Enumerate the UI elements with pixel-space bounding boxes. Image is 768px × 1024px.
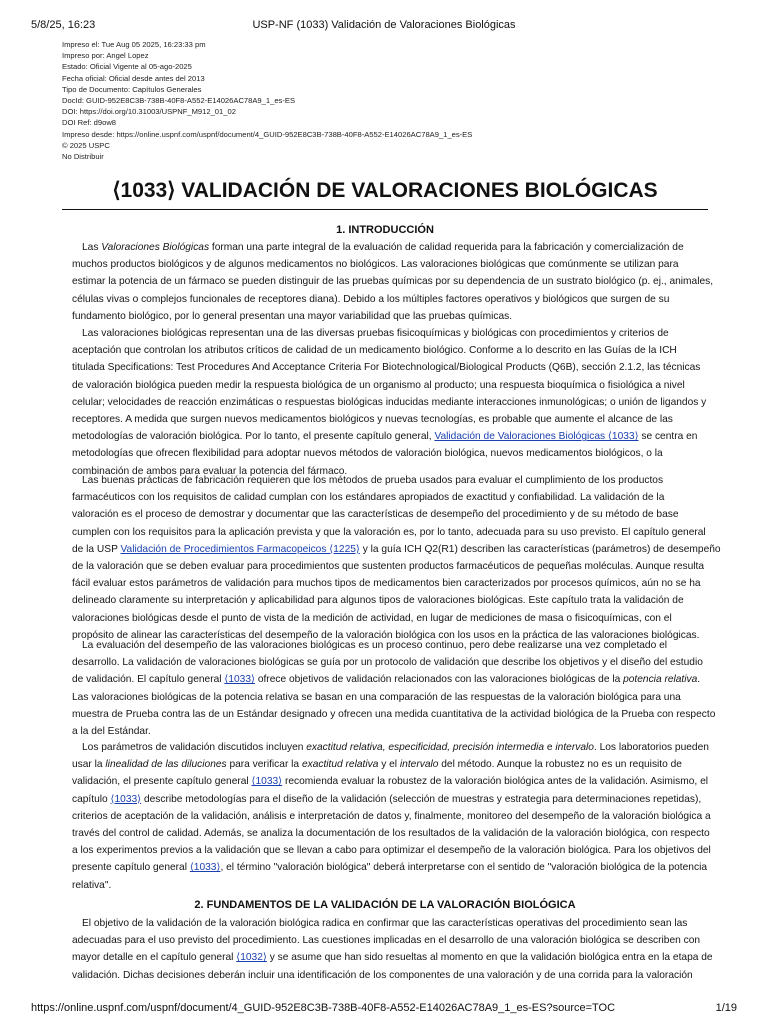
meta-line: DOI: https://doi.org/10.31003/USPNF_M912_01_02 bbox=[62, 107, 236, 117]
meta-line: DOI Ref: d9ow8 bbox=[62, 118, 117, 128]
text-line: a la del Estándar. bbox=[72, 726, 151, 738]
meta-line: DocId: GUID-952E8C3B-738B-40F8-A552-E14026AC78A9_1_es-ES bbox=[62, 96, 296, 106]
meta-line: Impreso por: Angel Lopez bbox=[62, 51, 149, 61]
text-line: fundamento biológico, por lo general presentan una mayor variabilidad que las pruebas químicas. bbox=[72, 310, 513, 322]
text-line: a los experimentos previos a la validación que se llevan a cabo para optimizar el desempeño de la valoración biológica. Para los objetivos del bbox=[72, 845, 711, 857]
text-line: Las valoraciones biológicas de la potencia relativa se basan en una comparación de las respuestas de la valoración biológica para una bbox=[72, 691, 681, 703]
paragraph-6 bbox=[72, 915, 712, 984]
text-line: delineado claramente su interpretación y aplicabilidad para algunos tipos de valoraciones biológicas. Este capítulo trata la validación de bbox=[72, 595, 684, 607]
link-validacion-procedimientos[interactable]: Validación de Procedimientos Farmacopeicos ⟨1225⟩ bbox=[120, 543, 360, 555]
text-line: validación. Dichas decisiones deberán incluir una identificación de los componentes de una valoración y de una corrida para la valoración bbox=[72, 969, 693, 981]
link-1033[interactable]: ⟨1033⟩ bbox=[224, 674, 255, 686]
meta-line: Impreso desde: https://online.uspnf.com/uspnf/document/4_GUID-952E8C3B-738B-40F8-A552-E14026AC78A9_1_es-ES bbox=[62, 129, 473, 139]
link-1033[interactable]: ⟨1033⟩ bbox=[189, 862, 221, 874]
text-line: celular; velocidades de reacción enzimáticas o respuestas biológicas inducidas mediante interacciones inmunológicas; o unión de ligandos y bbox=[72, 396, 707, 408]
paragraph-2 bbox=[72, 325, 712, 480]
paragraph-1 bbox=[72, 239, 712, 325]
text-line: aceptación que controlan los atributos críticos de calidad de un medicamento biológico. Conforme a lo descrito en las Guías de la ICH bbox=[72, 345, 677, 357]
text-line: usar la linealidad de las diluciones para verificar la exactitud relativa y el intervalo del método. Aunque la robustez no es un requisito de bbox=[72, 759, 682, 771]
document-title: ⟨1033⟩ VALIDACIÓN DE VALORACIONES BIOLÓGICAS bbox=[112, 179, 658, 202]
print-datetime: 5/8/25, 16:23 bbox=[31, 19, 96, 31]
meta-line: Estado: Oficial Vigente al 05-ago-2025 bbox=[62, 62, 192, 72]
text-line: muchos productos biológicos y de algunos medicamentos no biológicos. Las valoraciones biológicas que comúnmente se utilizan para bbox=[72, 259, 679, 271]
text-line: valoraciones biológicas desde el punto de vista de la medición de actividad, en lugar de mediciones de masa o fisicoquímicas, con el bbox=[72, 612, 672, 624]
text-line: de valoración biológica pueden medir la respuesta biológica de un organismo al producto; una respuesta bioquímica o fisiológica a nivel bbox=[72, 379, 685, 391]
text-line: Las buenas prácticas de fabricación requieren que los métodos de prueba usados para evaluar el cumplimiento de los productos bbox=[82, 475, 664, 486]
section-heading-introduccion: 1. INTRODUCCIÓN bbox=[336, 224, 434, 236]
paragraph-5 bbox=[72, 739, 712, 894]
text-line: mayor detalle en el capítulo general ⟨1032⟩ y se asume que han sido resueltas al momento en que la validación biológica entra en la etapa de bbox=[72, 952, 713, 964]
text-line: criterios de aceptación de la validación, análisis e interpretación de datos y, finalmente, monitoreo del desempeño de la valoración biológica a bbox=[72, 810, 711, 822]
text-line: Los parámetros de validación discutidos incluyen exactitud relativa, especificidad, precisión intermedia e intervalo. Los laboratorios pueden bbox=[82, 742, 709, 753]
print-footer bbox=[0, 998, 768, 1024]
text-line: desarrollo. La validación de valoraciones biológicas se guía por un protocolo de validación que describe los objetivos y el diseño del estudio bbox=[72, 657, 703, 669]
text-line: través del control de calidad. Además, se analiza la documentación de los resultados de la validación de la valoración biológica, con respecto bbox=[72, 828, 710, 840]
text-line: valoración es el proceso de demostrar y documentar que las características de desempeño del procedimiento y de su método de base bbox=[72, 509, 679, 521]
link-1032[interactable]: ⟨1032⟩ bbox=[236, 952, 267, 964]
text-line: receptores. A medida que surgen nuevos medicamentos biológicos y nuevas tecnologías, es probable que aumente el alcance de las bbox=[72, 414, 673, 426]
text-line: titulada Specifications: Test Procedures And Acceptance Criteria For Biotechnological/Biological Products (Q6B), sección 2.1.2, las técnicas bbox=[72, 362, 701, 374]
paragraph-4 bbox=[72, 637, 716, 740]
meta-line: © 2025 USPC bbox=[62, 140, 110, 150]
text-line: cumplen con los requisitos para la aplicación prevista y que la valoración es, por lo tanto, adecuada para su uso previsto. El capítulo general bbox=[72, 526, 706, 538]
document-metadata bbox=[62, 39, 702, 162]
paragraph-3 bbox=[72, 472, 721, 644]
text-line: validación, el presente capítulo general ⟨1033⟩ recomienda evaluar la robustez de la valoración biológica antes de la validación. Asimismo, el bbox=[72, 776, 709, 788]
print-header bbox=[0, 0, 768, 36]
text-line: capítulo ⟨1033⟩ describe metodologías para el diseño de la validación (selección de muestras y estrategia para determinaciones repetidas), bbox=[72, 793, 702, 805]
meta-line: Impreso el: Tue Aug 05 2025, 16:23:33 pm bbox=[62, 40, 206, 49]
text-line: Las valoraciones biológicas representan una de las diversas pruebas fisicoquímicas y biológicas con procedimientos y criterios de bbox=[82, 328, 669, 339]
text-line: de validación. El capítulo general ⟨1033⟩ ofrece objetivos de validación relacionados con las valoraciones biológicas de la potencia relativa. bbox=[72, 674, 701, 686]
text-line: farmacéuticos con los requisitos de calidad cumplan con los estándares apropiados de exactitud y confiabilidad. La validación de la bbox=[72, 492, 665, 504]
text-line: células vivas o complejos funcionales de receptores diana). Debido a los múltiples factores operativos y biológicos que surgen de su bbox=[72, 293, 670, 305]
text-line: metodologías que ofrecen flexibilidad para adoptar nuevos métodos de valoración biológica, nuevos medicamentos biológicos, o la bbox=[72, 448, 663, 460]
meta-line: Fecha oficial: Oficial desde antes del 2013 bbox=[62, 73, 205, 83]
meta-line: Tipo de Documento: Capítulos Generales bbox=[62, 84, 202, 94]
section-heading-fundamentos: 2. FUNDAMENTOS DE LA VALIDACIÓN DE LA VALORACIÓN BIOLÓGICA bbox=[194, 899, 576, 911]
text-line: Las Valoraciones Biológicas forman una parte integral de la evaluación de calidad requerida para la fabricación y comercialización de bbox=[82, 242, 684, 253]
text-line: El objetivo de la validación de la valoración biológica radica en confirmar que las características operativas del procedimiento sean las bbox=[82, 918, 688, 929]
text-line: de la USP Validación de Procedimientos Farmacopeicos ⟨1225⟩ y la guía ICH Q2(R1) describen las características (parámetros) de desempeño bbox=[72, 543, 721, 555]
text-line: adecuadas para el uso previsto del procedimiento. Las cuestiones implicadas en el desarrollo de una valoración biológica se describen con bbox=[72, 935, 701, 947]
meta-line: No Distribuir bbox=[62, 152, 104, 162]
text-line: estimar la potencia de un fármaco se pueden distinguir de las pruebas químicas por su dependencia de un sustrato biológico (p. ej., animales, bbox=[72, 276, 714, 288]
link-1033[interactable]: ⟨1033⟩ bbox=[110, 793, 142, 805]
print-url: https://online.uspnf.com/uspnf/document/4_GUID-952E8C3B-738B-40F8-A552-E14026AC78A9_1_es-ES?source=TOC bbox=[31, 1002, 616, 1014]
text-line: metodologías de valoración biológica. Por lo tanto, el presente capítulo general, Validación de Valoraciones Biológicas ⟨1033⟩ se centra en bbox=[72, 431, 698, 443]
text-line: relativa". bbox=[72, 879, 112, 891]
text-line: presente capítulo general ⟨1033⟩, el término "valoración biológica" deberá interpretarse con el sentido de "valoración biológica de la potencia bbox=[72, 862, 707, 874]
link-1033[interactable]: ⟨1033⟩ bbox=[251, 776, 283, 788]
text-line: de la valoración que se deben evaluar para procedimientos que sustenten productos farmacéuticos de pequeñas moléculas. Aunque resulta bbox=[72, 561, 705, 573]
text-line: propósito de alinear las características del desempeño de la valoración biológica con los usos en la práctica de las valoraciones biológicas. bbox=[72, 629, 700, 641]
text-line: fácil evaluar estos parámetros de validación para muchos tipos de medicamentos bien caracterizados por procesos químicos, aún no se ha bbox=[72, 578, 701, 590]
text-line: combinación de ambos para evaluar la potencia del fármaco. bbox=[72, 465, 348, 477]
print-title: USP-NF (1033) Validación de Valoraciones Biológicas bbox=[252, 19, 516, 31]
text-line: La evaluación del desempeño de las valoraciones biológicas es un proceso continuo, pero debe realizarse una vez completado el bbox=[82, 640, 668, 651]
text-line: muestra de Prueba contra las de un Estándar designado y ofrecen una medida cuantitativa de la actividad biológica de la Prueba con respecto bbox=[72, 708, 716, 720]
page-number: 1/19 bbox=[715, 1002, 737, 1014]
title-divider bbox=[62, 209, 708, 210]
link-validacion-valoraciones[interactable]: Validación de Valoraciones Biológicas ⟨1033⟩ bbox=[434, 431, 639, 443]
